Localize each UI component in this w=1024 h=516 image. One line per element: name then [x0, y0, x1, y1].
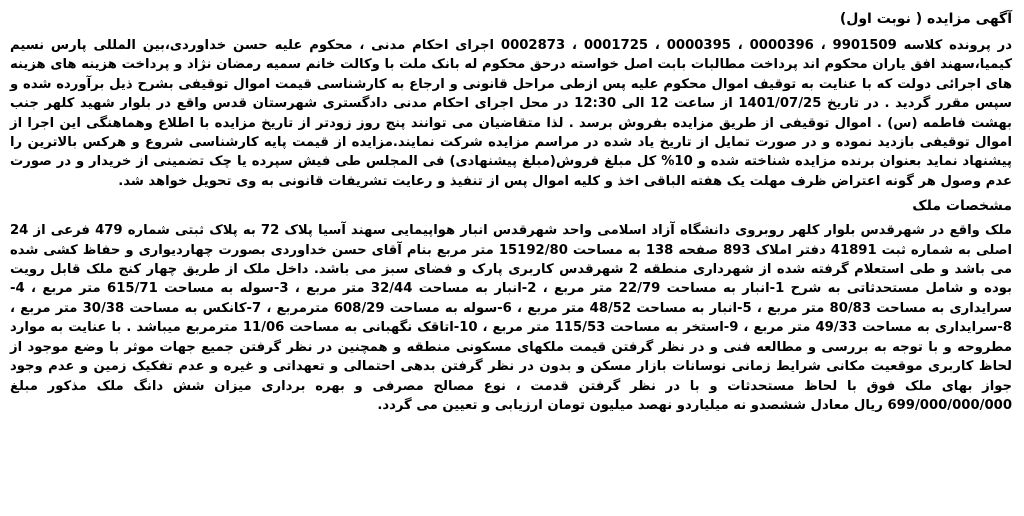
notice-title: آگهی مزایده ( نوبت اول)	[839, 11, 1012, 27]
notice-intro-paragraph: در پرونده کلاسه 9901509 ، 0000396 ، 0000395 ، 0001725 ، 0002873 اجرای احکام مدنی ، محکوم علیه حسن خداوردی،بین المللی پارس نسیم کیمیا،سهند افق یاران محکوم اند پرداخت مطالبات بابت اصل خواسته درحق محکوم له بانک ملت با وکالت خانم سمیه رمضان نژاد و پرداخت هزینه های هزینه های اجرائی دولت که با عنایت به توقیف اموال محکوم علیه پس ازطی مراحل قانونی و ارجاع به کارشناسی قیمت اموال توقیفی بشرح ذیل برآورده شده و سپس مقرر گردید . در تاریخ 1401/07/25 از ساعت 12 الی 12:30 در محل اجرای احکام مدنی دادگستری شهرستان قدس واقع در بلوار شهید کلهر جنب بهشت فاطمه (س) . اموال توقیفی از طریق مزایده بفروش برسد . لذا متقاضیان می توانند پنج روز زودتر از تاریخ مزایده با اطلاع وهماهنگی این اجرا از اموال توقیفی بازدید نموده و در صورت تمایل از تاریخ یاد شده در مراسم مزایده شرکت نمایند.مزایده از قیمت پایه کارشناسی شروع و هرکس بالاترین را پیشنهاد نماید بعنوان برنده مزایده شناخته شده و 10% کل مبلغ فروش(مبلغ پیشنهادی) فی المجلس طی فیش سپرده یا چک تضمینی از خریدار و در صورت عدم وصول هر گونه اعتراض ظرف مهلت یک هفته الباقی اخذ و کلیه اموال پس از تنفیذ و رعایت تشریفات قانونی به وی تحویل خواهد شد.	[10, 38, 1013, 189]
property-description-paragraph: ملک واقع در شهرقدس بلوار کلهر روبروی دانشگاه آزاد اسلامی واحد شهرقدس انبار هواپیمایی سهند آسیا پلاک 72 به پلاک ثبتی شماره 479 فرعی از 24 اصلی به شماره ثبت 41891 دفتر املاک 893 صفحه 138 به مساحت 15192/80 متر مربع بنام آقای حسن خداوردی بصورت چهاردیواری و حفاظ کشی شده می باشد و طی استعلام گرفته شده از شهرداری منطقه 2 شهرقدس کاربری پارک و فضای سبز می باشد. داخل ملک از طریق چهار کنج ملک قابل رویت بوده و شامل مستحدثاتی به شرح 1-انبار به مساحت 22/79 متر مربع ، 2-انبار به مساحت 32/44 متر مربع ، 3-سوله به مساحت 615/71 متر مربع ، 4-سرایداری به مساحت 80/83 متر مربع ، 5-انبار به مساحت 48/52 متر مربع ، 6-سوله به مساحت 608/29 مترمربع ، 7-کانکس به مساحت 30/38 متر مربع ، 8-سرایداری به مساحت 49/33 متر مربع ، 9-استخر به مساحت 115/53 متر مربع ، 10-اتاقک نگهبانی به مساحت 11/06 مترمربع میباشد . با عنایت به موارد مطروحه و با توجه به بررسی و مطالعه فنی و در نظر گرفتن قیمت ملکهای مسکونی منطقه و همچنین در نظر گرفتن جمیع جهات موثر با وضع موجود از لحاظ کاربری موقعیت مکانی شرایط زمانی نوسانات بازار مسکن و بدون در نظر گرفتن بدهی احتمالی و تعهداتی و غیره و عدم تفکیک زمین و عدم وجود جواز بهای ملک فوق با لحاظ مستحدثات و با در نظر گرفتن قدمت ، نوع مصالح مصرفی و بهره برداری میزان شش دانگ ملک مذکور مبلغ 699/000/000/000 ریال معادل ششصدو نه میلیاردو نهصد میلیون تومان ارزیابی و تعیین می گردد.	[10, 223, 1012, 413]
property-section-heading: مشخصات ملک	[912, 198, 1012, 215]
